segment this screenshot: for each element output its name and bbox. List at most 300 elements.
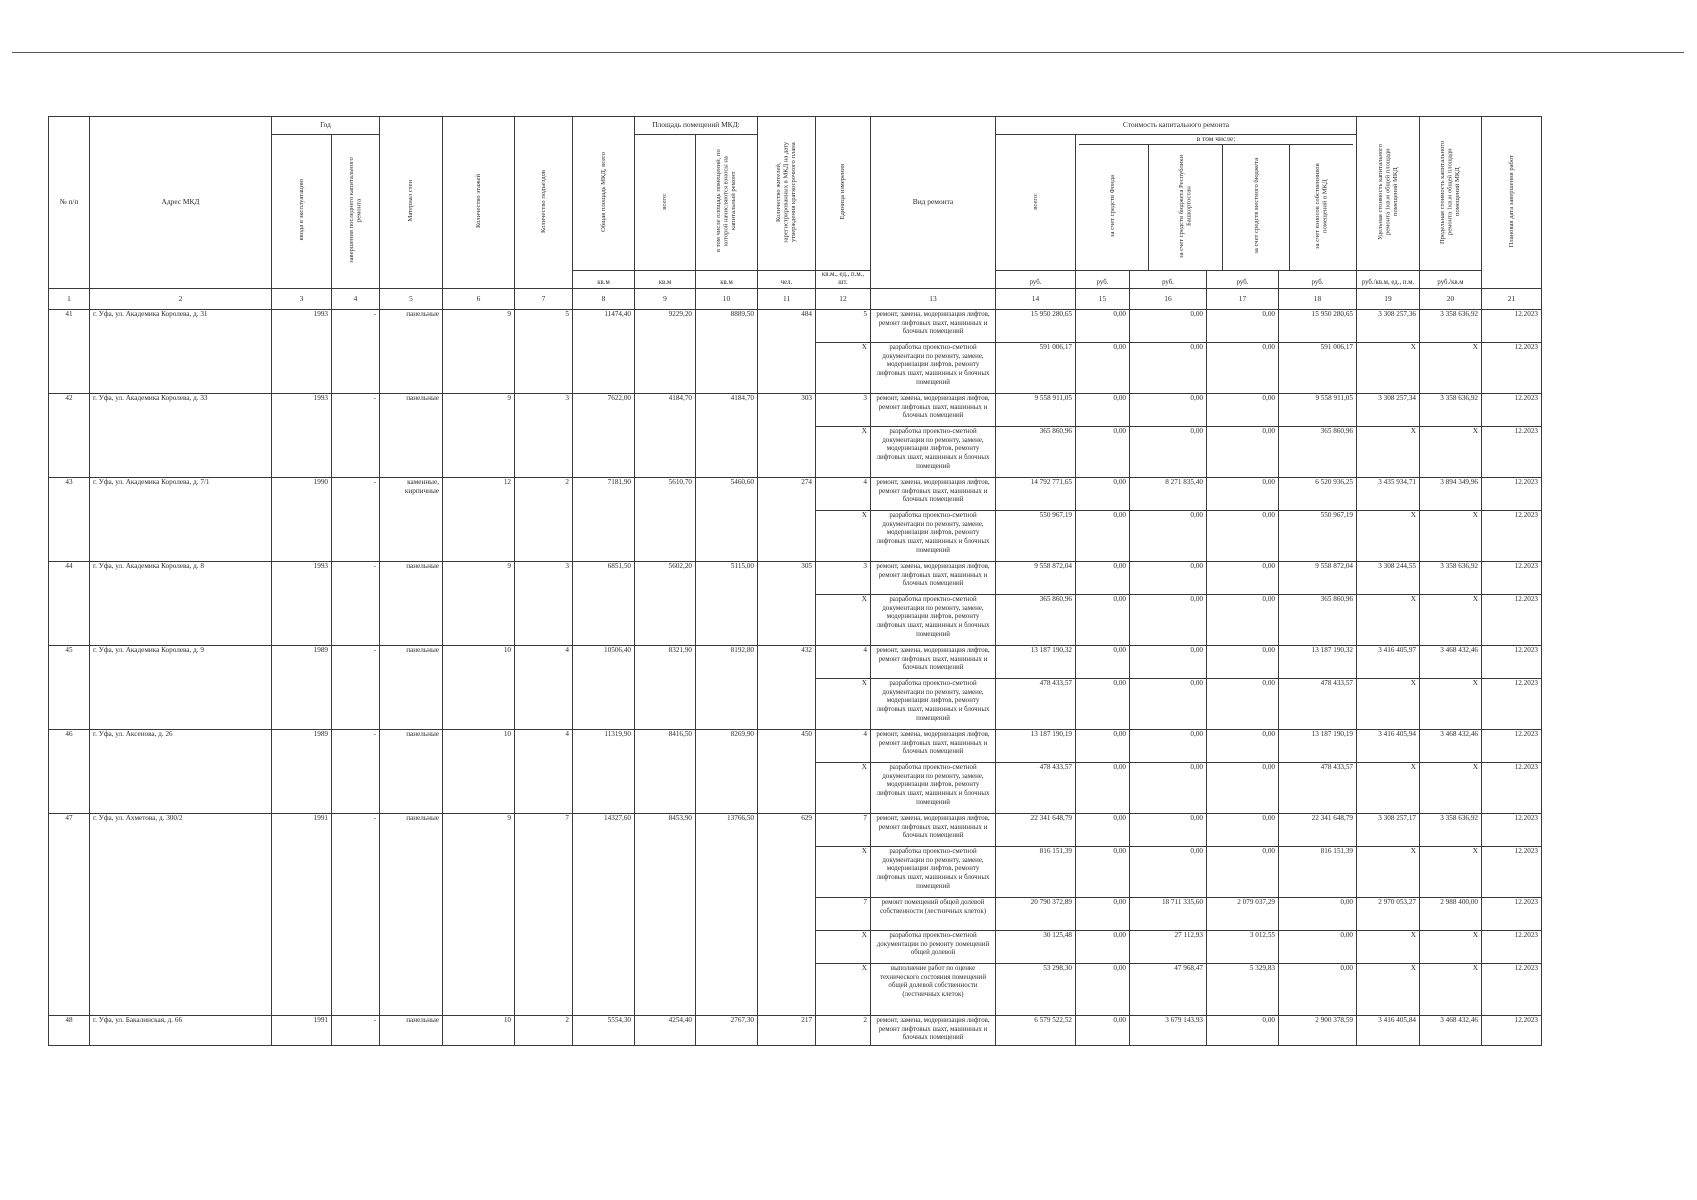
cost-republic: 3 679 143,93 [1130,1016,1207,1046]
specific-cost: 2 970 053,27 [1357,898,1420,931]
resident-count: 305 [758,562,816,646]
cost-owners: 15 950 280,65 [1279,310,1357,343]
column-number: 20 [1420,289,1482,310]
table-body [49,310,1542,1046]
commission-year: 1993 [272,562,332,646]
col-plan-date-header: Плановая дата завершения работ [1482,117,1542,289]
unit-value: 4 [816,478,871,511]
premises-area: 5602,20 [635,562,696,646]
column-number: 8 [573,289,635,310]
plan-date: 12.2023 [1482,763,1542,814]
specific-cost: 3 416 405,84 [1357,1016,1420,1046]
column-number: 6 [443,289,515,310]
repair-kind: ремонт, замена, модернизация лифтов, ремонт лифтовых шахт, машинных и блочных помещений [871,562,996,595]
cost-total: 53 298,30 [996,964,1076,1016]
cost-local: 0,00 [1207,1016,1279,1046]
last-repair-year: - [332,1016,380,1046]
col-limit-cost-header: Предельная стоимость капитального ремонта 1кв.м общей площади помещений МКД [1420,117,1482,271]
limit-cost: X [1420,964,1482,1016]
cost-fund: 0,00 [1076,679,1130,730]
premises-area: 5610,70 [635,478,696,562]
floor-count: 12 [443,478,515,562]
table-row [49,394,1542,427]
column-number: 4 [332,289,380,310]
cost-owners: 13 187 190,19 [1279,730,1357,763]
last-repair-year: - [332,394,380,478]
last-repair-year: - [332,562,380,646]
floor-count: 10 [443,646,515,730]
repair-plan-sheet [48,116,1542,1046]
column-number: 2 [90,289,272,310]
col-entrances-header: Количество подъездов [515,117,573,289]
cost-owners: 0,00 [1279,931,1357,964]
col-total-area-header: Общая площадь МКД, всего [573,117,635,271]
column-number: 11 [758,289,816,310]
unit-rub-limit: руб./кв.м [1420,270,1482,289]
premises-repair-area: 8269,90 [696,730,758,814]
repair-kind: ремонт, замена, модернизация лифтов, ремонт лифтовых шахт, машинных и блочных помещений [871,478,996,511]
col-republic-header: за счет средств бюджета Республики Башкортостан [1148,145,1223,270]
house-address: г. Уфа, ул. Академика Королева, д. 8 [90,562,272,646]
cost-fund: 0,00 [1076,511,1130,562]
house-address: г. Уфа, ул. Академика Королева, д. 31 [90,310,272,394]
floor-count: 9 [443,394,515,478]
premises-area: 4254,40 [635,1016,696,1046]
specific-cost: X [1357,964,1420,1016]
column-number: 21 [1482,289,1542,310]
table-row [49,730,1542,763]
premises-repair-area: 8889,50 [696,310,758,394]
cost-local: 0,00 [1207,427,1279,478]
commission-year: 1993 [272,394,332,478]
cost-fund: 0,00 [1076,595,1130,646]
row-number: 48 [49,1016,90,1046]
unit-value: X [816,964,871,1016]
column-number: 3 [272,289,332,310]
limit-cost: 3 468 432,46 [1420,646,1482,679]
cost-total: 365 860,96 [996,595,1076,646]
including-label: в том числе: [1079,135,1353,145]
table-row [49,646,1542,679]
cost-local: 0,00 [1207,730,1279,763]
col-cost-total-header: всего: [996,135,1076,271]
cost-total: 30 125,48 [996,931,1076,964]
commission-year: 1989 [272,730,332,814]
entrance-count: 4 [515,646,573,730]
col-specific-cost-header: Удельная стоимость капитального ремонта 1кв.м общей площади помещений МКД [1357,117,1420,271]
cost-total: 816 151,39 [996,847,1076,898]
resident-count: 432 [758,646,816,730]
unit-rub-specific: руб./кв.м, ед., п.м. [1357,270,1420,289]
cost-fund: 0,00 [1076,814,1130,847]
col-unit-header: Единица измерения [816,117,871,271]
plan-date: 12.2023 [1482,394,1542,427]
cost-fund: 0,00 [1076,931,1130,964]
cost-republic: 8 271 835,40 [1130,478,1207,511]
column-number: 12 [816,289,871,310]
row-number: 47 [49,814,90,1016]
col-residents-header: Количество жителей, зарегистрированных в МКД на дату утверждения краткосрочного плана [758,117,816,271]
unit-value: 4 [816,646,871,679]
column-number: 9 [635,289,696,310]
cost-republic: 0,00 [1130,679,1207,730]
repair-kind: ремонт, замена, модернизация лифтов, ремонт лифтовых шахт, машинных и блочных помещений [871,1016,996,1046]
cost-owners: 550 967,19 [1279,511,1357,562]
cost-total: 13 187 190,32 [996,646,1076,679]
repair-kind: ремонт, замена, модернизация лифтов, ремонт лифтовых шахт, машинных и блочных помещений [871,730,996,763]
limit-cost: 3 468 432,46 [1420,730,1482,763]
unit-value: X [816,679,871,730]
total-area: 7622,00 [573,394,635,478]
limit-cost: 3 358 636,92 [1420,394,1482,427]
cost-fund: 0,00 [1076,730,1130,763]
cost-local: 0,00 [1207,562,1279,595]
resident-count: 217 [758,1016,816,1046]
wall-material: панельные [380,562,443,646]
column-number-row [49,289,1542,310]
cost-local: 0,00 [1207,814,1279,847]
cost-owners: 591 006,17 [1279,343,1357,394]
wall-material: каменные, кирпичные [380,478,443,562]
cost-fund: 0,00 [1076,646,1130,679]
total-area: 6851,50 [573,562,635,646]
repair-kind: разработка проектно-сметной документации по ремонту, замене, модернизации лифтов, ремонту лифтовых шахт, машинных и блочных помещений [871,847,996,898]
wall-material: панельные [380,1016,443,1046]
cost-owners: 478 433,57 [1279,679,1357,730]
col-owners-header: за счет взносов собственников помещений в МКД [1314,162,1329,249]
column-number: 14 [996,289,1076,310]
col-repair-kind-header: Вид ремонта [871,117,996,289]
repair-kind: разработка проектно-сметной документации по ремонту, замене, модернизации лифтов, ремонту лифтовых шахт, машинных и блочных помещений [871,679,996,730]
entrance-count: 4 [515,730,573,814]
cost-republic: 0,00 [1130,814,1207,847]
cost-owners: 0,00 [1279,964,1357,1016]
cost-total: 365 860,96 [996,427,1076,478]
specific-cost: X [1357,595,1420,646]
column-number: 10 [696,289,758,310]
specific-cost: X [1357,679,1420,730]
repair-kind: выполнение работ по оценке технического состояния помещений общей долевой собственности (лестничных клеток) [871,964,996,1016]
floor-count: 9 [443,814,515,1016]
house-address: г. Уфа, ул. Аксенова, д. 26 [90,730,272,814]
premises-repair-area: 5460,60 [696,478,758,562]
col-year-commission-header: ввода в эксплуатацию [272,135,332,289]
unit-value: X [816,595,871,646]
wall-material: панельные [380,814,443,1016]
premises-area: 8321,90 [635,646,696,730]
premises-area: 4184,70 [635,394,696,478]
specific-cost: 3 308 244,55 [1357,562,1420,595]
col-including-header [1076,135,1357,271]
plan-date: 12.2023 [1482,898,1542,931]
cost-total: 14 792 771,65 [996,478,1076,511]
unit-rub-republic: руб. [1130,270,1207,289]
specific-cost: X [1357,763,1420,814]
plan-date: 12.2023 [1482,427,1542,478]
cost-local: 0,00 [1207,595,1279,646]
cost-fund: 0,00 [1076,478,1130,511]
cost-fund: 0,00 [1076,898,1130,931]
cost-fund: 0,00 [1076,427,1130,478]
unit-value: 3 [816,394,871,427]
wall-material: панельные [380,394,443,478]
cost-fund: 0,00 [1076,562,1130,595]
premises-repair-area: 2767,30 [696,1016,758,1046]
column-number: 19 [1357,289,1420,310]
limit-cost: 3 894 349,96 [1420,478,1482,511]
cost-fund: 0,00 [1076,394,1130,427]
cost-republic: 0,00 [1130,562,1207,595]
premises-area: 9229,20 [635,310,696,394]
cost-local: 0,00 [1207,478,1279,511]
wall-material: панельные [380,310,443,394]
limit-cost: 3 358 636,92 [1420,562,1482,595]
column-number: 5 [380,289,443,310]
plan-date: 12.2023 [1482,814,1542,847]
cost-total: 9 558 872,04 [996,562,1076,595]
total-area: 5554,30 [573,1016,635,1046]
cost-total: 478 433,57 [996,763,1076,814]
plan-date: 12.2023 [1482,511,1542,562]
total-area: 11319,90 [573,730,635,814]
unit-measure: кв.м., ед., п.м., шт. [816,270,871,289]
column-number: 7 [515,289,573,310]
unit-value: 4 [816,730,871,763]
unit-rub-total: руб. [996,270,1076,289]
repair-kind: разработка проектно-сметной документации по ремонту, замене, модернизации лифтов, ремонту лифтовых шахт, машинных и блочных помещений [871,511,996,562]
cost-fund: 0,00 [1076,343,1130,394]
cost-republic: 0,00 [1130,427,1207,478]
table-row [49,814,1542,847]
unit-value: 7 [816,898,871,931]
col-local-header: за счет средств местного бюджета [1223,145,1290,270]
plan-date: 12.2023 [1482,562,1542,595]
cost-fund: 0,00 [1076,310,1130,343]
commission-year: 1991 [272,814,332,1016]
cost-fund: 0,00 [1076,964,1130,1016]
cost-total: 478 433,57 [996,679,1076,730]
specific-cost: 3 308 257,36 [1357,310,1420,343]
unit-value: X [816,847,871,898]
resident-count: 274 [758,478,816,562]
plan-date: 12.2023 [1482,679,1542,730]
cost-local: 2 079 037,29 [1207,898,1279,931]
cost-local: 0,00 [1207,310,1279,343]
unit-sqm-premises-repair: кв.м [696,270,758,289]
specific-cost: X [1357,931,1420,964]
limit-cost: 3 468 432,46 [1420,1016,1482,1046]
entrance-count: 7 [515,814,573,1016]
cost-republic: 0,00 [1130,511,1207,562]
last-repair-year: - [332,310,380,394]
house-address: г. Уфа, ул. Бакалинская, д. 66 [90,1016,272,1046]
cost-local: 0,00 [1207,511,1279,562]
cost-total: 22 341 648,79 [996,814,1076,847]
premises-repair-area: 13766,50 [696,814,758,1016]
row-number: 43 [49,478,90,562]
wall-material: панельные [380,730,443,814]
limit-cost: X [1420,847,1482,898]
last-repair-year: - [332,646,380,730]
unit-value: X [816,511,871,562]
house-address: г. Уфа, ул. Академика Королева, д. 9 [90,646,272,730]
cost-owners: 365 860,96 [1279,427,1357,478]
unit-value: 5 [816,310,871,343]
cost-republic: 0,00 [1130,310,1207,343]
limit-cost: X [1420,343,1482,394]
total-area: 7181,90 [573,478,635,562]
plan-date: 12.2023 [1482,595,1542,646]
limit-cost: X [1420,763,1482,814]
cost-local: 0,00 [1207,343,1279,394]
repair-kind: ремонт, замена, модернизация лифтов, ремонт лифтовых шахт, машинных и блочных помещений [871,814,996,847]
cost-republic: 0,00 [1130,343,1207,394]
cost-republic: 18 711 335,60 [1130,898,1207,931]
limit-cost: X [1420,427,1482,478]
cost-local: 0,00 [1207,679,1279,730]
premises-repair-area: 4184,70 [696,394,758,478]
entrance-count: 2 [515,478,573,562]
unit-value: X [816,763,871,814]
cost-total: 13 187 190,19 [996,730,1076,763]
row-number: 44 [49,562,90,646]
specific-cost: X [1357,427,1420,478]
cost-republic: 27 112,93 [1130,931,1207,964]
row-number: 42 [49,394,90,478]
col-material-header: Материал стен [380,117,443,289]
cost-local: 0,00 [1207,847,1279,898]
cost-republic: 0,00 [1130,595,1207,646]
unit-value: 7 [816,814,871,847]
last-repair-year: - [332,814,380,1016]
specific-cost: 3 416 405,94 [1357,730,1420,763]
unit-rub-local: руб. [1207,270,1279,289]
total-area: 10506,40 [573,646,635,730]
repair-kind: разработка проектно-сметной документации по ремонту, замене, модернизации лифтов, ремонту лифтовых шахт, машинных и блочных помещений [871,427,996,478]
cost-republic: 0,00 [1130,730,1207,763]
limit-cost: X [1420,679,1482,730]
unit-rub-fund: руб. [1076,270,1130,289]
column-number: 16 [1130,289,1207,310]
entrance-count: 2 [515,1016,573,1046]
plan-date: 12.2023 [1482,478,1542,511]
specific-cost: X [1357,511,1420,562]
floor-count: 10 [443,730,515,814]
entrance-count: 3 [515,394,573,478]
commission-year: 1989 [272,646,332,730]
cost-owners: 6 520 936,25 [1279,478,1357,511]
col-year-group-header: Год [272,117,380,135]
last-repair-year: - [332,478,380,562]
commission-year: 1991 [272,1016,332,1046]
cost-republic: 0,00 [1130,763,1207,814]
repair-kind: ремонт, замена, модернизация лифтов, ремонт лифтовых шахт, машинных и блочных помещений [871,310,996,343]
cost-owners: 22 341 648,79 [1279,814,1357,847]
premises-area: 8416,50 [635,730,696,814]
cost-fund: 0,00 [1076,763,1130,814]
specific-cost: X [1357,343,1420,394]
table-row [49,478,1542,511]
column-number: 13 [871,289,996,310]
col-address-header: Адрес МКД [90,117,272,289]
specific-cost: 3 416 405,97 [1357,646,1420,679]
repair-plan-table [48,116,1542,1046]
commission-year: 1993 [272,310,332,394]
unit-people: чел. [758,270,816,289]
resident-count: 629 [758,814,816,1016]
column-number: 18 [1279,289,1357,310]
limit-cost: X [1420,511,1482,562]
col-premises-total-header: всего: [635,135,696,271]
cost-local: 0,00 [1207,646,1279,679]
premises-area: 8453,90 [635,814,696,1016]
repair-kind: ремонт, замена, модернизация лифтов, ремонт лифтовых шахт, машинных и блочных помещений [871,394,996,427]
cost-owners: 365 860,96 [1279,595,1357,646]
premises-repair-area: 5115,00 [696,562,758,646]
plan-date: 12.2023 [1482,847,1542,898]
specific-cost: 3 308 257,34 [1357,394,1420,427]
cost-total: 550 967,19 [996,511,1076,562]
wall-material: панельные [380,646,443,730]
cost-owners: 13 187 190,32 [1279,646,1357,679]
column-number: 1 [49,289,90,310]
resident-count: 450 [758,730,816,814]
cost-owners: 9 558 911,05 [1279,394,1357,427]
cost-republic: 0,00 [1130,646,1207,679]
unit-sqm-area: кв.м [573,270,635,289]
unit-value: 2 [816,1016,871,1046]
house-address: г. Уфа, ул. Академика Королева, д. 7/1 [90,478,272,562]
table-row [49,310,1542,343]
unit-sqm-premises: кв.м [635,270,696,289]
col-fund-header: за счет средств Фонда [1079,145,1148,270]
unit-rub-owners: руб. [1279,270,1357,289]
entrance-count: 3 [515,562,573,646]
cost-fund: 0,00 [1076,847,1130,898]
specific-cost: 3 435 934,71 [1357,478,1420,511]
repair-kind: ремонт помещений общей долевой собственности (лестничных клеток) [871,898,996,931]
cost-owners: 9 558 872,04 [1279,562,1357,595]
repair-kind: разработка проектно-сметной документации по ремонту, замене, модернизации лифтов, ремонту лифтовых шахт, машинных и блочных помещений [871,763,996,814]
repair-kind: разработка проектно-сметной документации по ремонту, замене, модернизации лифтов, ремонту лифтовых шахт, машинных и блочных помещений [871,343,996,394]
entrance-count: 5 [515,310,573,394]
table-row [49,562,1542,595]
cost-owners: 816 151,39 [1279,847,1357,898]
resident-count: 303 [758,394,816,478]
col-cost-group-header: Стоимость капитального ремонта [996,117,1357,135]
cost-republic: 0,00 [1130,847,1207,898]
cost-total: 591 006,17 [996,343,1076,394]
cost-local: 0,00 [1207,394,1279,427]
cost-total: 6 579 522,52 [996,1016,1076,1046]
unit-value: X [816,427,871,478]
col-year-last-repair-header: завершения последнего капитального ремонта [332,135,380,289]
repair-kind: разработка проектно-сметной документации по ремонту помещений общей долевой [871,931,996,964]
cost-republic: 47 968,47 [1130,964,1207,1016]
table-row [49,1016,1542,1046]
column-number: 15 [1076,289,1130,310]
col-num-header: № п/п [49,117,90,289]
repair-kind: разработка проектно-сметной документации по ремонту, замене, модернизации лифтов, ремонту лифтовых шахт, машинных и блочных помещений [871,595,996,646]
limit-cost: 3 358 636,92 [1420,310,1482,343]
plan-date: 12.2023 [1482,1016,1542,1046]
cost-owners: 0,00 [1279,898,1357,931]
plan-date: 12.2023 [1482,343,1542,394]
commission-year: 1990 [272,478,332,562]
col-premises-group-header: Площадь помещений МКД: [635,117,758,135]
row-number: 46 [49,730,90,814]
floor-count: 10 [443,1016,515,1046]
